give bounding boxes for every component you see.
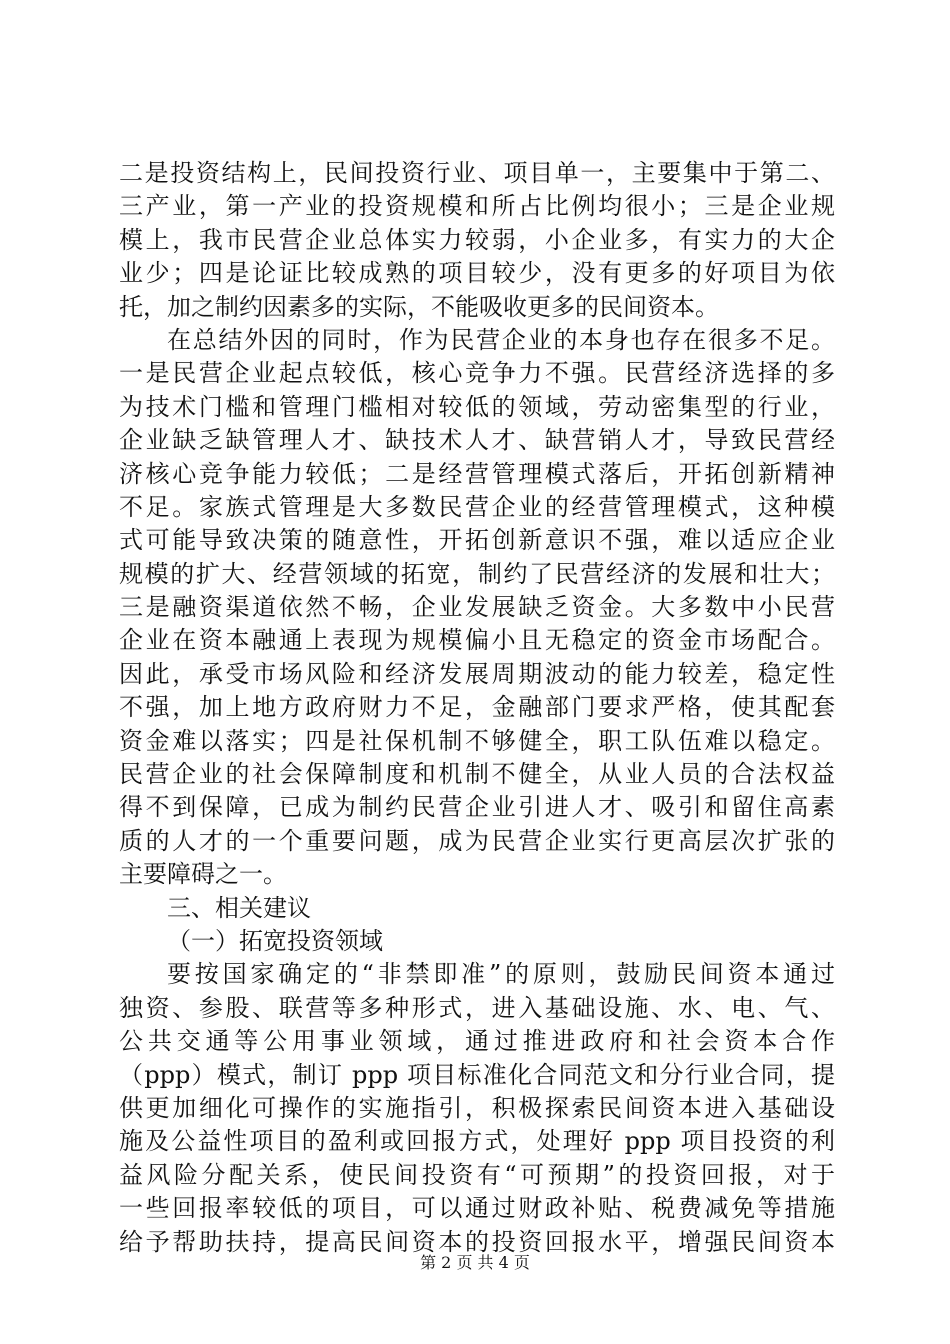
text-line: （ppp）模式，制订 ppp 项目标准化合同范文和分行业合同，提	[119, 1060, 835, 1089]
text-line: 在总结外因的同时，作为民营企业的本身也存在很多不足。	[167, 325, 835, 354]
text-line: 质的人才的一个重要问题，成为民营企业实行更高层次扩张的	[119, 826, 835, 855]
text-line: 因此，承受市场风险和经济发展周期波动的能力较差，稳定性	[119, 659, 835, 688]
text-line: 企业在资本融通上表现为规模偏小且无稳定的资金市场配合。	[119, 626, 835, 655]
text-line: 资金难以落实；四是社保机制不够健全，职工队伍难以稳定。	[119, 726, 835, 755]
text-line: 益风险分配关系，使民间投资有“可预期”的投资回报，对于	[119, 1160, 835, 1189]
text-line: 一是民营企业起点较低，核心竞争力不强。民营经济选择的多	[119, 359, 835, 388]
document-body	[119, 157, 835, 1259]
page-number-footer: 第 2 页 共 4 页	[420, 1253, 530, 1272]
text-line: 不强，加上地方政府财力不足，金融部门要求严格，使其配套	[119, 693, 835, 722]
text-line: 公共交通等公用事业领域，通过推进政府和社会资本合作	[119, 1027, 835, 1056]
text-line: 式可能导致决策的随意性，开拓创新意识不强，难以适应企业	[119, 526, 835, 555]
text-line: 独资、参股、联营等多种形式，进入基础设施、水、电、气、	[119, 993, 835, 1022]
text-line: 三是融资渠道依然不畅，企业发展缺乏资金。大多数中小民营	[119, 593, 835, 622]
text-line: 给予帮助扶持，提高民间资本的投资回报水平，增强民间资本	[119, 1227, 835, 1256]
text-line: 要按国家确定的“非禁即准”的原则，鼓励民间资本通过	[167, 960, 835, 989]
text-line: 企业缺乏缺管理人才、缺技术人才、缺营销人才，导致民营经	[119, 426, 835, 455]
text-line: 业少；四是论证比较成熟的项目较少，没有更多的好项目为依	[119, 259, 835, 288]
text-line: 主要障碍之一。	[119, 860, 287, 889]
text-line: 不足。家族式管理是大多数民营企业的经营管理模式，这种模	[119, 492, 835, 521]
text-line: 三、相关建议	[167, 893, 311, 922]
text-line: 托，加之制约因素多的实际，不能吸收更多的民间资本。	[119, 292, 719, 321]
text-line: 供更加细化可操作的实施指引，积极探索民间资本进入基础设	[119, 1093, 835, 1122]
text-line: 三产业，第一产业的投资规模和所占比例均很小；三是企业规	[119, 192, 835, 221]
text-line: 二是投资结构上，民间投资行业、项目单一，主要集中于第二、	[119, 159, 835, 187]
text-line: 施及公益性项目的盈利或回报方式，处理好 ppp 项目投资的利	[119, 1127, 835, 1156]
text-line: 民营企业的社会保障制度和机制不健全，从业人员的合法权益	[119, 760, 835, 789]
text-line: 得不到保障，已成为制约民营企业引进人才、吸引和留住高素	[119, 793, 835, 822]
text-line: 济核心竞争能力较低；二是经营管理模式落后，开拓创新精神	[119, 459, 835, 488]
text-line: 为技术门槛和管理门槛相对较低的领域，劳动密集型的行业，	[119, 392, 835, 421]
text-line: （一）拓宽投资领域	[167, 926, 383, 955]
text-line: 模上，我市民营企业总体实力较弱，小企业多，有实力的大企	[119, 225, 835, 254]
text-line: 一些回报率较低的项目，可以通过财政补贴、税费减免等措施	[119, 1194, 835, 1223]
text-line: 规模的扩大、经营领域的拓宽，制约了民营经济的发展和壮大；	[119, 559, 835, 588]
